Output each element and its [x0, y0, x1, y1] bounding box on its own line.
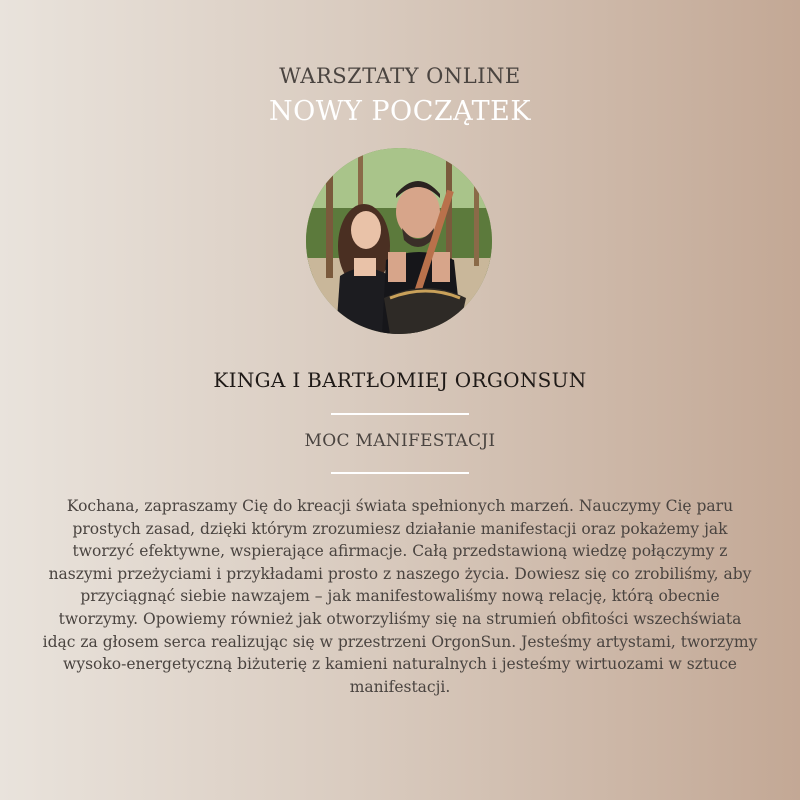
hosts-photo: [306, 148, 492, 334]
workshop-topic: MOC MANIFESTACJI: [304, 431, 496, 451]
workshop-description: Kochana, zapraszamy Cię do kreacji świata spełnionych marzeń. Nauczymy Cię paru prostych zasad, dzięki którym zrozumiesz działanie manifestacji oraz pokażemy jak tworzyć efektywne, wspierające afirmacje. Całą przedstawioną wiedzę połączymy z naszymi przeżyciami i przykładami prosto z naszego życia. Dowiesz się co zrobiliśmy, aby przyciągnąć siebie nawzajem – jak manifestowaliśmy nową relację, którą obecnie tworzymy. Opowiemy również jak otworzyliśmy się na strumień obfitości wszechświata idąc za głosem serca realizując się w przestrzeni OrgonSun. Jesteśmy artystami, tworzymy wysoko-energetyczną biżuterię z kamieni naturalnych i jesteśmy wirtuozami w sztuce manifestacji.: [42, 497, 758, 696]
divider-bottom: [331, 472, 469, 474]
hosts-names: KINGA I BARTŁOMIEJ ORGONSUN: [213, 368, 587, 392]
divider-top: [331, 413, 469, 415]
page-title: NOWY POCZĄTEK: [268, 96, 532, 127]
eyebrow-label: WARSZTATY ONLINE: [279, 64, 521, 88]
